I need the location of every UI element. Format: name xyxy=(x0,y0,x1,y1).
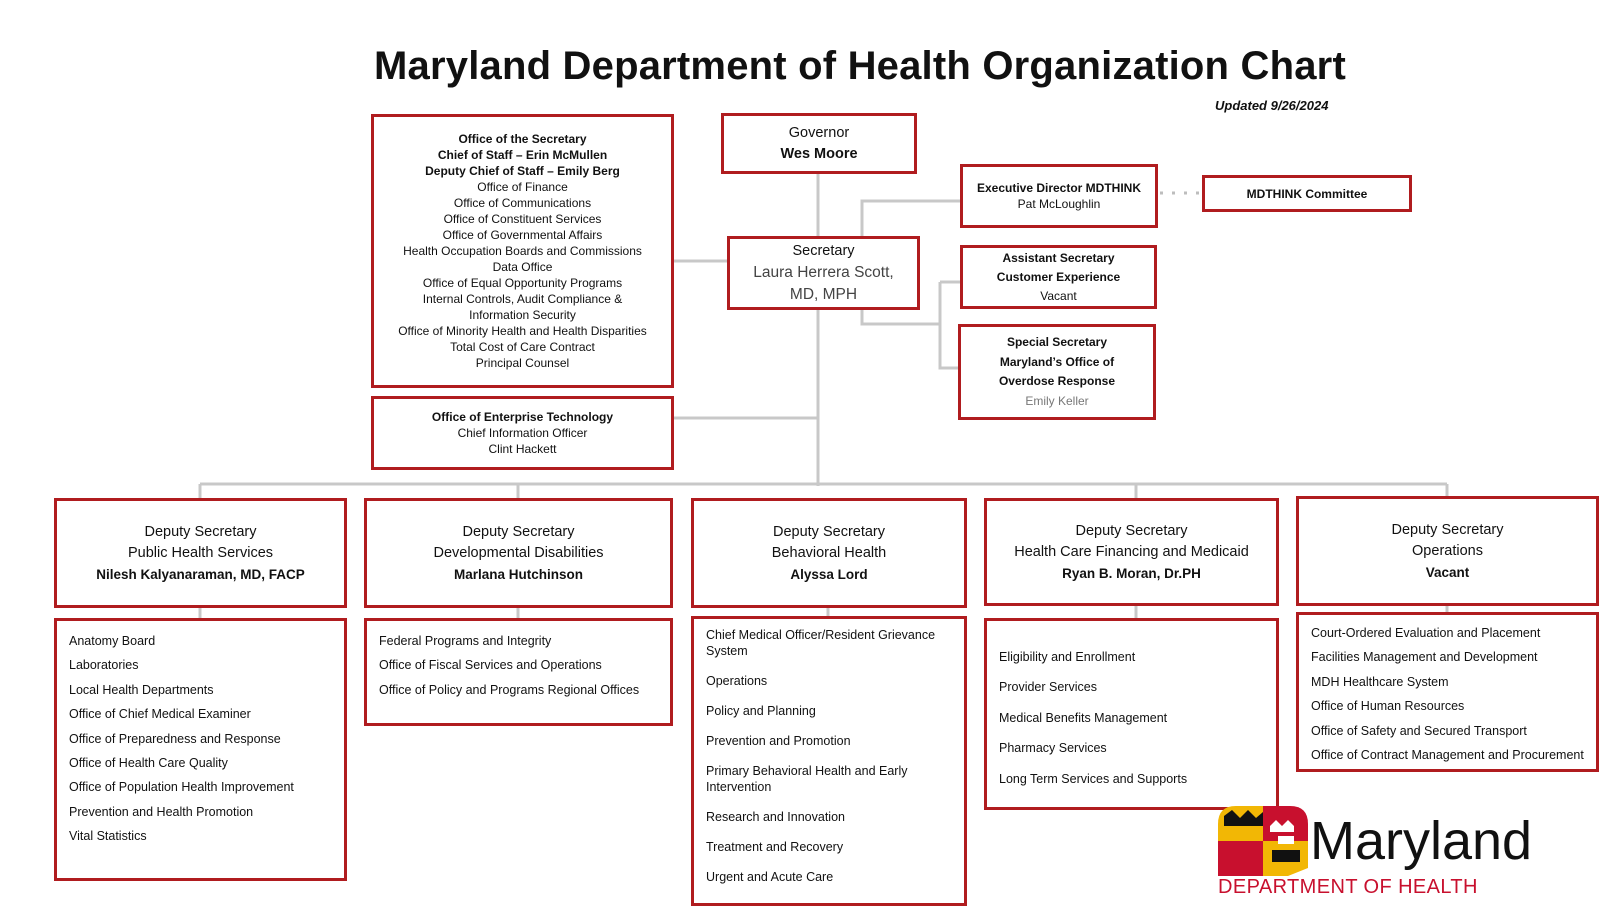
list-item: Urgent and Acute Care xyxy=(706,870,834,884)
enterprise-tech-name: Clint Hackett xyxy=(488,442,557,456)
deputy-area: Public Health Services xyxy=(127,544,274,561)
deputy-developmental-disabilities-box xyxy=(364,498,673,608)
list-item: Office of Fiscal Services and Operations xyxy=(379,658,602,673)
logo-subtitle: DEPARTMENT OF HEALTH xyxy=(1218,876,1478,898)
list-item: Long Term Services and Supports xyxy=(999,771,1188,786)
office-item: Internal Controls, Audit Compliance & xyxy=(422,292,623,306)
deputy-role: Deputy Secretary xyxy=(144,523,257,540)
assistant-secretary-name: Vacant xyxy=(1040,288,1077,303)
deputy-name: Nilesh Kalyanaraman, MD, FACP xyxy=(96,566,305,582)
office-item: Health Occupation Boards and Commissions xyxy=(403,244,642,258)
list-item: Eligibility and Enrollment xyxy=(999,650,1136,664)
behavioral-health-list xyxy=(691,616,967,906)
office-item: Information Security xyxy=(469,308,576,322)
office-of-secretary-heading: Office of the Secretary xyxy=(458,132,587,146)
assistant-secretary-line1: Assistant Secretary xyxy=(1002,250,1115,265)
list-item: Laboratories xyxy=(69,658,139,673)
list-item: Primary Behavioral Health and Early Intervention xyxy=(706,764,908,794)
deputy-public-health-box xyxy=(54,498,347,608)
chief-of-staff: Chief of Staff – Erin McMullen xyxy=(437,148,608,162)
operations-list xyxy=(1296,612,1599,772)
developmental-disabilities-list xyxy=(364,618,673,726)
list-item: Prevention and Health Promotion xyxy=(69,804,254,819)
public-health-list xyxy=(54,618,347,881)
deputy-area: Behavioral Health xyxy=(771,544,887,561)
deputy-operations-box xyxy=(1296,496,1599,606)
list-item: Provider Services xyxy=(999,680,1097,695)
special-secretary-connector xyxy=(940,282,960,368)
enterprise-tech-box xyxy=(371,396,674,470)
special-secretary-line3: Overdose Response xyxy=(998,374,1116,388)
deputy-area: Health Care Financing and Medicaid xyxy=(1014,543,1249,560)
special-secretary-name: Emily Keller xyxy=(1025,393,1089,408)
updated-date: Updated 9/26/2024 xyxy=(1215,98,1329,113)
mdthink-exec-box xyxy=(960,164,1158,228)
list-item: Prevention and Promotion xyxy=(706,734,851,748)
list-item: Office of Contract Management and Procurement xyxy=(1311,748,1584,763)
assistant-secretary-box xyxy=(960,245,1157,309)
deputy-name: Marlana Hutchinson xyxy=(453,566,583,582)
office-item: Data Office xyxy=(492,260,553,274)
deputy-role: Deputy Secretary xyxy=(772,523,886,540)
mdthink-committee-box xyxy=(1202,175,1412,212)
deputy-name: Ryan B. Moran, Dr.PH xyxy=(1062,565,1201,581)
list-item: Chief Medical Officer/Resident Grievance System xyxy=(706,628,936,658)
office-of-secretary-box xyxy=(371,114,674,388)
deputy-role: Deputy Secretary xyxy=(462,523,575,540)
list-item: Anatomy Board xyxy=(69,634,156,648)
list-item: MDH Healthcare System xyxy=(1311,674,1449,689)
office-item: Office of Finance xyxy=(477,180,568,194)
maryland-flag-icon xyxy=(1218,806,1308,876)
medicaid-list xyxy=(984,618,1279,810)
list-item: Office of Chief Medical Examiner xyxy=(69,707,251,722)
assistant-secretary-line2: Customer Experience xyxy=(996,269,1121,284)
governor-role: Governor xyxy=(788,124,850,141)
list-item: Medical Benefits Management xyxy=(999,710,1168,725)
enterprise-tech-role: Chief Information Officer xyxy=(457,426,588,440)
list-item: Facilities Management and Development xyxy=(1311,650,1538,665)
list-item: Operations xyxy=(706,674,768,688)
list-item: Office of Preparedness and Response xyxy=(69,731,281,746)
secretary-box xyxy=(727,236,920,310)
office-item: Principal Counsel xyxy=(475,356,570,370)
secretary-name-line1: Laura Herrera Scott, xyxy=(753,264,894,281)
deputy-name: Alyssa Lord xyxy=(790,566,868,582)
special-secretary-line2: Maryland’s Office of xyxy=(999,354,1115,369)
office-item: Office of Constituent Services xyxy=(443,212,602,226)
list-item: Office of Human Resources xyxy=(1311,699,1465,714)
deputy-area: Operations xyxy=(1412,542,1483,559)
secretary-role: Secretary xyxy=(792,243,855,259)
list-item: Local Health Departments xyxy=(69,682,214,697)
deputy-medicaid-box xyxy=(984,498,1279,606)
special-secretary-box xyxy=(958,324,1156,420)
deputy-chief-of-staff: Deputy Chief of Staff – Emily Berg xyxy=(425,164,620,178)
deputy-role: Deputy Secretary xyxy=(1391,521,1504,538)
logo-wordmark: Maryland xyxy=(1310,811,1533,871)
governor-box xyxy=(721,113,917,174)
deputy-area: Developmental Disabilities xyxy=(433,544,604,561)
office-item: Office of Communications xyxy=(453,196,592,210)
list-item: Office of Health Care Quality xyxy=(69,756,228,771)
enterprise-tech-heading: Office of Enterprise Technology xyxy=(431,410,614,424)
list-item: Court-Ordered Evaluation and Placement xyxy=(1311,626,1541,640)
deputy-name: Vacant xyxy=(1425,564,1470,580)
deputy-behavioral-health-box xyxy=(691,498,967,608)
list-item: Office of Population Health Improvement xyxy=(69,780,294,795)
special-secretary-line1: Special Secretary xyxy=(1006,335,1108,349)
list-item: Federal Programs and Integrity xyxy=(379,634,552,648)
office-item: Total Cost of Care Contract xyxy=(450,340,595,354)
mdthink-exec-role: Executive Director MDTHINK xyxy=(976,181,1142,195)
office-item: Office of Governmental Affairs xyxy=(442,228,603,242)
deputy-role: Deputy Secretary xyxy=(1075,522,1188,539)
office-item: Office of Minority Health and Health Disparities xyxy=(398,324,647,338)
chart-title: Maryland Department of Health Organization Chart xyxy=(374,44,1346,88)
secretary-name-line2: MD, MPH xyxy=(789,286,858,303)
list-item: Office of Policy and Programs Regional Offices xyxy=(379,682,640,697)
list-item: Pharmacy Services xyxy=(999,741,1107,756)
mdthink-exec-name: Pat McLoughlin xyxy=(1017,197,1101,211)
governor-name: Wes Moore xyxy=(780,145,858,162)
list-item: Treatment and Recovery xyxy=(706,840,844,854)
list-item: Policy and Planning xyxy=(706,704,816,718)
mdthink-committee-label: MDTHINK Committee xyxy=(1246,186,1368,201)
list-item: Research and Innovation xyxy=(706,810,845,824)
office-item: Office of Equal Opportunity Programs xyxy=(422,276,623,290)
list-item: Vital Statistics xyxy=(69,829,147,844)
list-item: Office of Safety and Secured Transport xyxy=(1311,723,1527,738)
